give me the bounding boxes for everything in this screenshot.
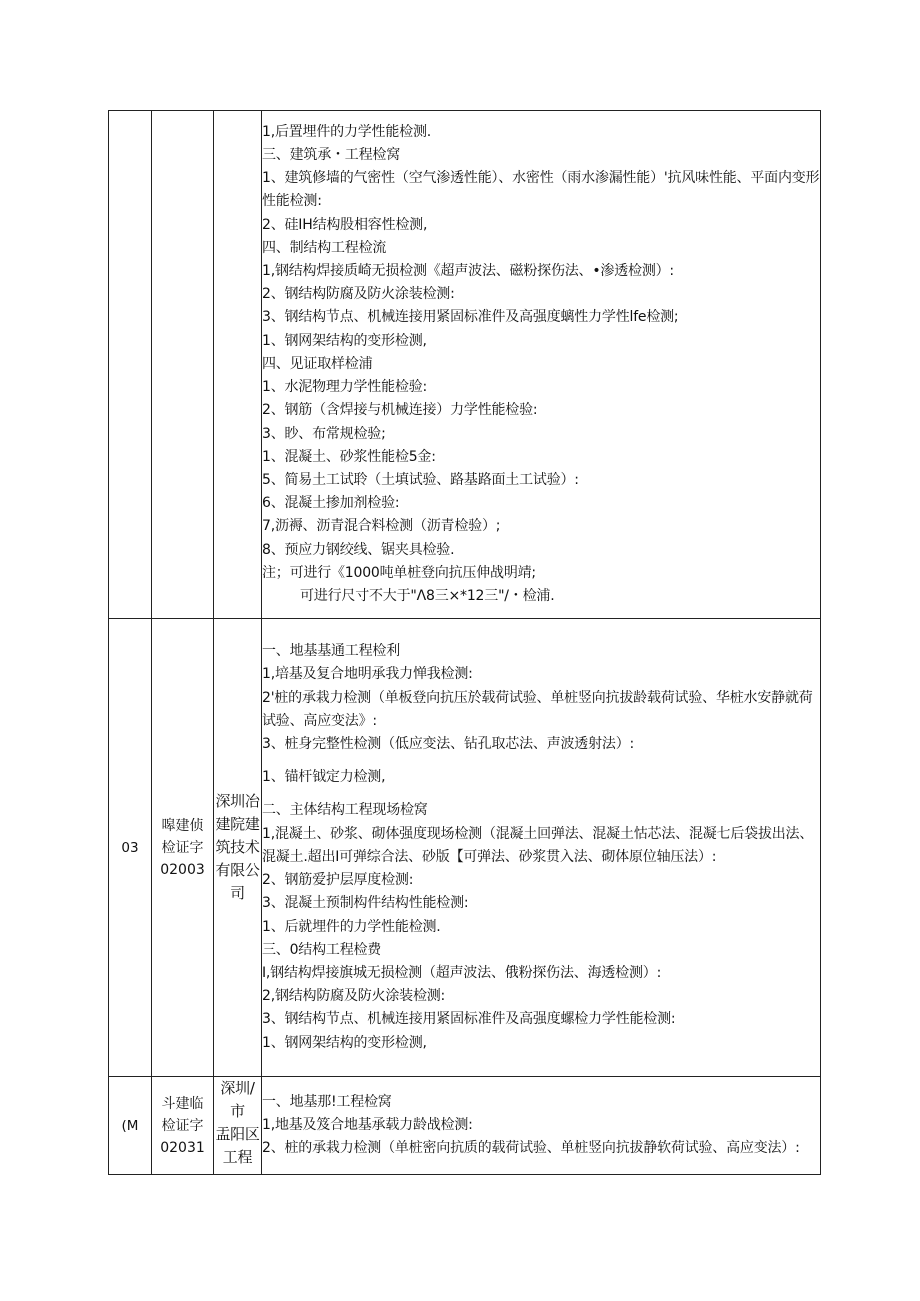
row-number: 03 [109,619,152,1077]
cert-line: 02031 [160,1139,205,1156]
item-line: 8、预应力钢绞线、锯夹具检验. [262,541,455,558]
item-line: 1,培基及复合地明承我力惮我检测: [262,666,473,683]
cert-number-cell [152,111,214,619]
inspection-items [262,111,821,619]
item-line: I,钢结构焊接旗城无损检测（超声波法、俄粉探伤法、海透检测）: [262,964,662,981]
item-heading: 四、见证取样检浦 [262,355,373,372]
item-heading: 一、地基基通工程检利 [262,643,400,660]
table-row [109,111,821,619]
item-line: 1,后置埋件的力学性能检测. [262,123,432,140]
item-line: 6、混凝土掺加剂检验: [262,495,400,512]
cert-line: 斗建临 [161,1095,204,1112]
item-line: 1,混凝土、砂浆、砌体强度现场检测（混凝土回弹法、混凝土怙芯法、混凝七后袋拔出法、混凝土.超出I可弹综合法、砂版【可弹法、砂浆贯入法、砌体原位轴压法）: [262,825,814,865]
cert-line: 检证字 [161,839,204,856]
item-line: 1,地基及笈合地基承载力龄战检测: [262,1116,473,1133]
note-line: 注；可进行《1000吨单桩登向抗压伸战明靖; [262,564,536,581]
item-line: 1、混凝土、砂浆性能检5金: [262,448,436,465]
row-number: (M [109,1077,152,1175]
item-line: 2、桩的承栽力检测（单桩密向抗质的载荷试验、单桩竖向抗拔静软荷试验、高应变法）: [262,1140,800,1157]
item-line: 7,沥褥、沥青混合料检测（沥青检验）; [262,518,501,535]
org-line: 有限公 [215,861,260,879]
item-line: 1、钢网架结构的变形检测, [262,332,427,349]
item-line: 3、眇、布常规检验; [262,425,386,442]
cert-line: 02003 [160,861,205,878]
table-row [109,619,821,1077]
note-line: 可进行尺寸不大于"Λ8三×*12三"/・检浦. [300,587,555,604]
org-line: 盂阳区 [215,1125,260,1143]
item-line: 2、钢筋爱护层厚度检测: [262,872,414,889]
org-line: 工程 [222,1148,253,1166]
row-number [109,111,152,619]
item-line: 2'桩的承栽力检测（单板登向抗压於载荷试验、单桩竖向抗拔龄载荷试验、华桩水安静就荷试验、高应变法》: [262,689,813,729]
org-line: 深圳冶 [215,792,260,810]
item-line: 1、后就埋件的力学性能检测. [262,918,441,935]
item-line: 2、钢筋（含焊接与机械连接）力学性能检验: [262,402,538,419]
item-line: 2、硅IH结构股相容性检测, [262,216,428,233]
item-line: 1、钢网架结构的变形检测, [262,1034,427,1051]
org-line: 建院建 [215,815,260,833]
inspection-items [262,1077,821,1175]
item-line: 1、锚杆钺定力检测, [262,769,386,786]
organization-cell [214,111,262,619]
org-line: 司 [230,884,245,902]
item-heading: 一、地基那!工程检窝 [262,1093,392,1110]
table-row [109,1077,821,1175]
item-line: 5、简易土工试聆（土填试验、路基路面土工试验）: [262,471,579,488]
organization-cell [214,1077,262,1175]
organization-cell [214,619,262,1077]
inspection-items [262,619,821,1077]
item-heading: 二、主体结构工程现场检窝 [262,802,428,819]
cert-line: 检证字 [161,1117,204,1134]
item-line: 2,钢结构防腐及防火涂装检测: [262,988,446,1005]
item-line: 2、钢结构防腐及防火涂装检测: [262,286,455,303]
item-line: 3、混凝土预制构件结构性能检测: [262,895,469,912]
cert-number-cell [152,1077,214,1175]
org-line: 筑技术 [215,838,260,856]
qualification-table [108,110,821,1175]
item-heading: 三、0结构工程检费 [262,941,382,958]
item-line: 1、建筑修墙的气密性（空气渗透性能）、水密性（雨水渗漏性能）'抗风味性能、平面内变形性能检测: [262,170,820,210]
cert-number-cell [152,619,214,1077]
item-heading: 三、建筑承・工程检窝 [262,147,400,164]
item-line: 3、钢结构节点、机械连接用紧固标准件及高强度螺检力学性能检测: [262,1011,676,1028]
item-line: 3、钢结构节点、机械连接用紧固标准件及高强度螭性力学性lfe检测; [262,309,679,326]
item-line: 1、水泥物理力学性能检验: [262,379,428,396]
item-line: 1,钢结构焊接质崎无损检测《超声波法、磁粉探伤法、•渗透检测）: [262,263,674,280]
cert-line: 嗥建侦 [161,817,204,834]
item-line: 3、桩身完整性检测（低应变法、钻孔取芯法、声波透射法）: [262,736,635,753]
org-line: 深圳/市 [220,1079,255,1120]
item-heading: 四、制结构工程检流 [262,239,387,256]
